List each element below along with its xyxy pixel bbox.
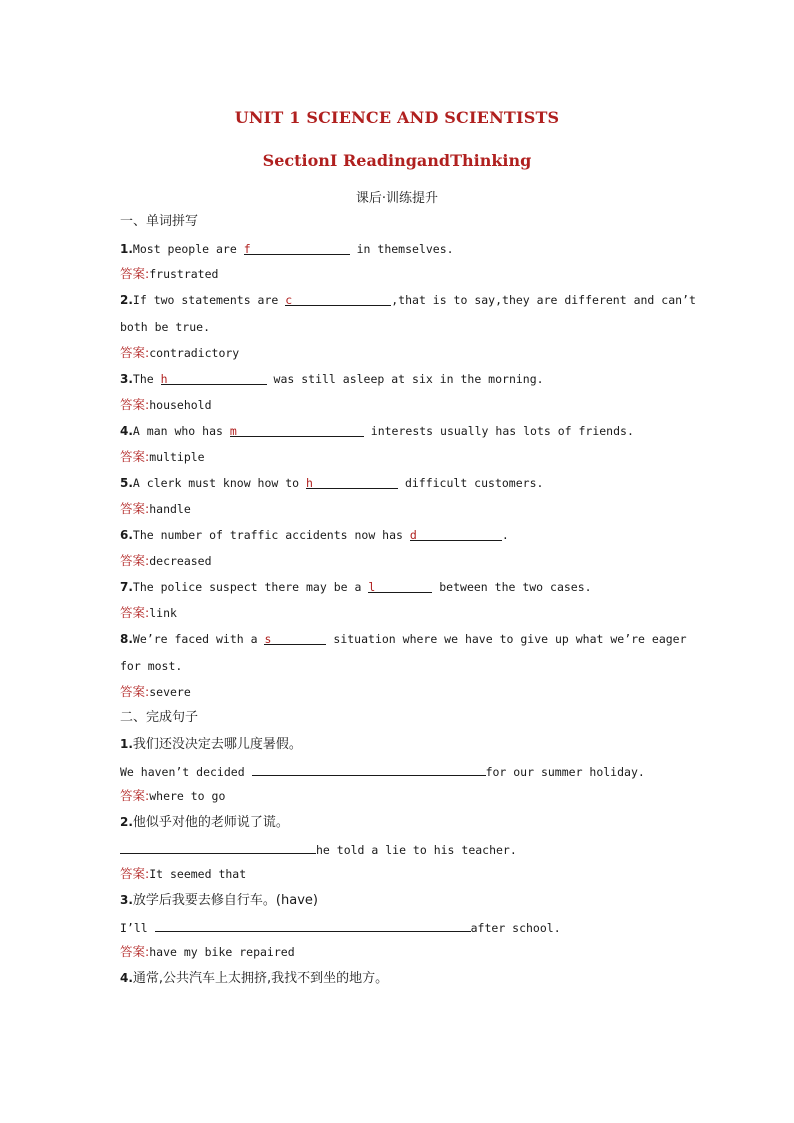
question-text: . <box>501 528 509 542</box>
chinese-prompt: 他似乎对他的老师说了谎。 <box>132 815 289 830</box>
question-text: interests usually has lots of friends. <box>363 424 634 438</box>
answer-label: 答案: <box>120 605 150 620</box>
question-8-continued: for most. <box>120 659 183 673</box>
question-6 <box>120 527 509 543</box>
part1-heading: 一、单词拼写 <box>120 214 199 229</box>
question-text: If two statements are <box>132 293 286 307</box>
answer-label: 答案: <box>120 266 150 281</box>
subtitle: 课后·训练提升 <box>355 191 439 206</box>
answer-4 <box>120 449 205 465</box>
answer-label: 答案: <box>120 553 150 568</box>
answer-text: handle <box>149 502 191 516</box>
answer-text: household <box>149 398 212 412</box>
answer-label: 答案: <box>120 684 150 699</box>
blank-2[interactable] <box>285 292 391 306</box>
sentence-text: he told a lie to his teacher. <box>316 843 517 857</box>
answer-label: 答案: <box>120 866 150 881</box>
answer-text: multiple <box>149 450 205 464</box>
sentence-text: for our summer holiday. <box>485 765 645 779</box>
question-text: difficult customers. <box>398 476 544 490</box>
question-number: 3. <box>120 893 133 907</box>
question-7 <box>120 579 592 595</box>
answer-7 <box>120 605 177 621</box>
question-text: We’re faced with a <box>132 632 265 646</box>
blank-s3[interactable] <box>155 918 471 932</box>
question-number: 4. <box>120 971 133 985</box>
chinese-prompt: 放学后我要去修自行车。(have) <box>132 893 318 908</box>
blank-8[interactable] <box>264 631 326 645</box>
answer-6 <box>120 553 212 569</box>
answer-label: 答案: <box>120 345 150 360</box>
sentence-2-answer <box>120 866 246 882</box>
sentence-2-prompt <box>120 814 289 831</box>
answer-text: where to go <box>149 789 226 803</box>
answer-label: 答案: <box>120 449 150 464</box>
question-5 <box>120 475 543 491</box>
answer-label: 答案: <box>120 397 150 412</box>
section-title: SectionⅠ ReadingandThinking <box>262 151 532 170</box>
hint-letter: d <box>409 528 417 542</box>
hint-letter: m <box>229 424 237 438</box>
question-number: 6. <box>120 528 133 542</box>
blank-7[interactable] <box>368 579 432 593</box>
sentence-3 <box>120 918 561 936</box>
answer-text: frustrated <box>149 267 219 281</box>
question-number: 4. <box>120 424 133 438</box>
hint-letter: h <box>306 476 313 490</box>
question-text: A man who has <box>132 424 230 438</box>
question-number: 3. <box>120 372 133 386</box>
hint-letter: c <box>285 293 293 307</box>
question-text: situation where we have to give up what we’re eager <box>326 632 687 646</box>
answer-text: severe <box>149 685 191 699</box>
answer-1 <box>120 266 218 282</box>
sentence-1-answer <box>120 788 225 804</box>
answer-text: have my bike repaired <box>149 945 295 959</box>
question-text: A clerk must know how to <box>132 476 307 490</box>
question-2-continued: both be true. <box>120 320 211 334</box>
sentence-text: after school. <box>470 921 561 935</box>
blank-1[interactable] <box>244 241 350 255</box>
question-8 <box>120 631 687 647</box>
answer-text: contradictory <box>149 346 240 360</box>
answer-5 <box>120 501 191 517</box>
hint-letter: l <box>368 580 376 594</box>
question-number: 1. <box>120 242 133 256</box>
answer-8 <box>120 684 191 700</box>
sentence-3-answer <box>120 944 295 960</box>
hint-letter: f <box>243 242 251 256</box>
question-text: The <box>132 372 161 386</box>
blank-5[interactable] <box>306 475 398 489</box>
hint-letter: s <box>264 632 272 646</box>
question-number: 8. <box>120 632 133 646</box>
blank-4[interactable] <box>230 423 364 437</box>
answer-text: link <box>149 606 177 620</box>
question-text: The number of traffic accidents now has <box>132 528 410 542</box>
question-number: 2. <box>120 815 133 829</box>
blank-s1[interactable] <box>252 762 486 776</box>
blank-3[interactable] <box>161 371 267 385</box>
question-2 <box>120 292 696 308</box>
answer-label: 答案: <box>120 944 150 959</box>
question-text: ,that is to say,they are different and can’t <box>391 293 696 307</box>
answer-2 <box>120 345 239 361</box>
sentence-text: I’ll <box>120 921 155 935</box>
sentence-3-prompt <box>120 892 318 909</box>
question-number: 1. <box>120 737 133 751</box>
answer-text: It seemed that <box>149 867 247 881</box>
blank-6[interactable] <box>410 527 502 541</box>
sentence-4-prompt <box>120 970 388 987</box>
sentence-1-prompt <box>120 736 302 753</box>
question-text: The police suspect there may be a <box>132 580 369 594</box>
answer-label: 答案: <box>120 501 150 516</box>
chinese-prompt: 通常,公共汽车上太拥挤,我找不到坐的地方。 <box>132 971 389 986</box>
blank-s2[interactable] <box>120 840 316 854</box>
question-4 <box>120 423 634 439</box>
sentence-text: We haven’t decided <box>120 765 252 779</box>
sentence-2 <box>120 840 517 858</box>
question-number: 2. <box>120 293 133 307</box>
question-text: Most people are <box>132 242 244 256</box>
sentence-1 <box>120 762 645 780</box>
question-text: in themselves. <box>349 242 454 256</box>
hint-letter: h <box>160 372 168 386</box>
part2-heading: 二、完成句子 <box>120 710 199 725</box>
chinese-prompt: 我们还没决定去哪儿度暑假。 <box>132 737 302 752</box>
unit-title: UNIT 1 SCIENCE AND SCIENTISTS <box>234 108 560 127</box>
question-number: 7. <box>120 580 133 594</box>
question-text: between the two cases. <box>432 580 592 594</box>
question-1 <box>120 241 454 257</box>
answer-text: decreased <box>149 554 212 568</box>
question-number: 5. <box>120 476 133 490</box>
answer-3 <box>120 397 212 413</box>
answer-label: 答案: <box>120 788 150 803</box>
question-3 <box>120 371 544 387</box>
question-text: was still asleep at six in the morning. <box>266 372 544 386</box>
